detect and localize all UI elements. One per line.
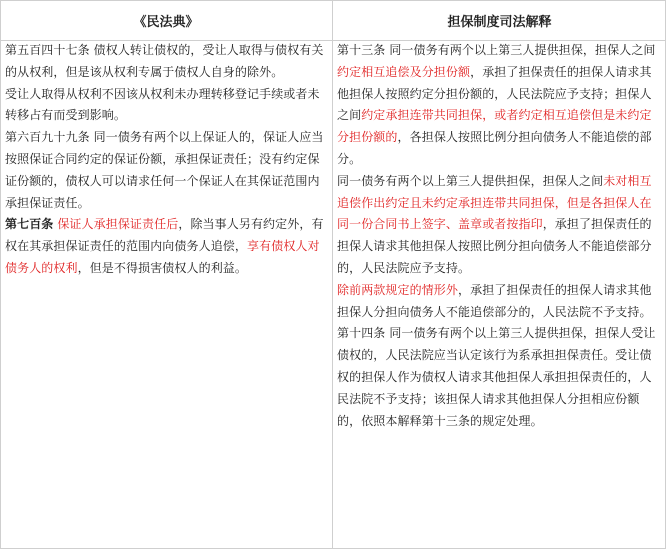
highlight-text: 约定承担连带共同担保，或者约定相互追偿但是未约定分担份额的 xyxy=(337,108,652,145)
article-13-para-3: 除前两款规定的情形外，承担了担保责任的担保人请求其他担保人分担向债务人不能追偿部分的，人民法院不予支持。 xyxy=(337,282,652,319)
article-700-number: 第七百条 xyxy=(5,217,54,232)
highlight-text: 约定相互追偿及分担份额 xyxy=(337,64,471,79)
article-547-para-2: 受让人取得从权利不因该从权利未办理转移登记手续或者未转移占有而受到影响。 xyxy=(5,86,320,123)
interpretation-column xyxy=(337,40,663,432)
article-13-para-2: 同一债务有两个以上第三人提供担保，担保人之间未对相互追偿作出约定且未约定承担连带共同担保，但是各担保人在同一份合同书上签字、盖章或者按指印，承担了担保责任的担保人请求其他担保人按照比例分担向债务人不能追偿部分的，人民法院应予支持。 xyxy=(337,173,652,275)
article-547-para-1: 第五百四十七条 债权人转让债权的，受让人取得与债权有关的从权利，但是该从权利专属于债权人自身的除外。 xyxy=(5,43,324,79)
table-left-border xyxy=(0,0,1,549)
highlight-text: 除前两款规定的情形外 xyxy=(337,282,459,297)
civil-code-column xyxy=(5,40,329,280)
header-civil-code: 《民法典》 xyxy=(133,14,199,30)
highlight-text: 保证人承担保证责任后 xyxy=(57,217,179,232)
header-guarantee-interpretation: 担保制度司法解释 xyxy=(447,14,552,30)
highlight-text: 享有债权人对债务人的权利 xyxy=(5,239,320,275)
article-699: 第六百九十九条 同一债务有两个以上保证人的，保证人应当按照保证合同约定的保证份额，承担保证责任；没有约定保证份额的，债权人可以请求任何一个保证人在其保证范围内承担保证责任。 xyxy=(5,130,324,210)
article-700: 第七百条 保证人承担保证责任后，除当事人另有约定外，有权在其承担保证责任的范围内向债务人追偿，享有债权人对债务人的权利，但是不得损害债权人的利益。 xyxy=(5,217,324,275)
article-14: 第十四条 同一债务有两个以上第三人提供担保，担保人受让债权的，人民法院应当认定该行为系承担担保责任。受让债权的担保人作为债权人请求其他担保人承担担保责任的，人民法院不予支持；该担保人请求其他担保人分担相应份额的，依照本解释第十三条的规定处理。 xyxy=(337,326,656,428)
column-divider xyxy=(332,0,333,549)
highlight-text: 未对相互追偿作出约定且未约定承担连带共同担保，但是各担保人在同一份合同书上签字、盖章或者按指印 xyxy=(337,173,652,232)
article-13-para-1: 第十三条 同一债务有两个以上第三人提供担保，担保人之间约定相互追偿及分担份额，承担了担保责任的担保人请求其他担保人按照约定分担份额的，人民法院应予支持；担保人之间约定承担连带共同担保，或者约定相互追偿但是未约定分担份额的，各担保人按照比例分担向债务人不能追偿的部分。 xyxy=(337,43,656,166)
